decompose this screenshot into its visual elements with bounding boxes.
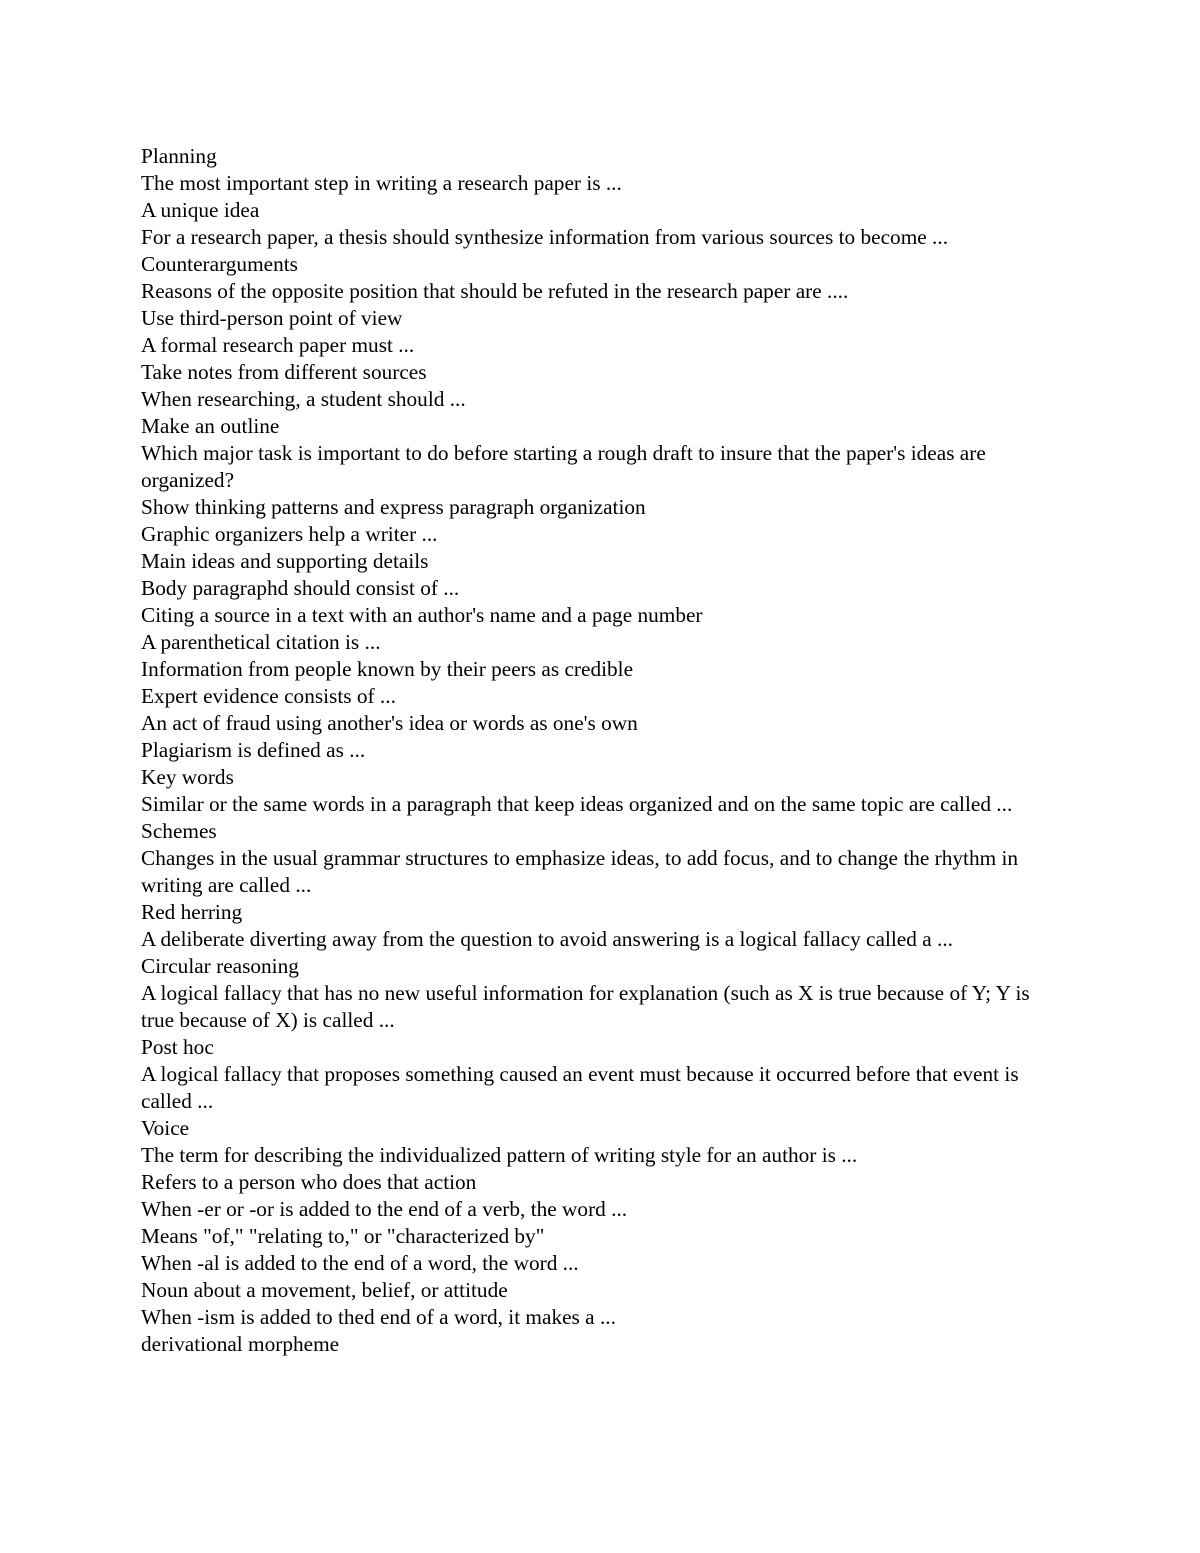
- definition-line: Graphic organizers help a writer ...: [141, 522, 438, 546]
- term-line: Refers to a person who does that action: [141, 1170, 477, 1194]
- term-line: Show thinking patterns and express paragraph organization: [141, 495, 646, 519]
- definition-line: Body paragraphd should consist of ...: [141, 576, 460, 600]
- term-line: Post hoc: [141, 1035, 214, 1059]
- definition-line: A logical fallacy that has no new useful information for explanation (such as X is true because of Y; Y is true because of X) is called ...: [141, 981, 1030, 1032]
- definition-line: For a research paper, a thesis should synthesize information from various sources to become ...: [141, 225, 949, 249]
- definition-line: Similar or the same words in a paragraph that keep ideas organized and on the same topic are called ...: [141, 792, 1013, 816]
- term-line: Counterarguments: [141, 252, 298, 276]
- term-line: A unique idea: [141, 198, 260, 222]
- term-line: Information from people known by their peers as credible: [141, 657, 634, 681]
- definition-line: The term for describing the individualized pattern of writing style for an author is ...: [141, 1143, 858, 1167]
- term-line: Schemes: [141, 819, 217, 843]
- term-line: Noun about a movement, belief, or attitude: [141, 1278, 508, 1302]
- definition-line: A parenthetical citation is ...: [141, 630, 381, 654]
- definition-line: When researching, a student should ...: [141, 387, 466, 411]
- term-line: derivational morpheme: [141, 1332, 340, 1356]
- definition-line: A deliberate diverting away from the question to avoid answering is a logical fallacy called a ...: [141, 927, 953, 951]
- definition-line: Plagiarism is defined as ...: [141, 738, 366, 762]
- term-line: Voice: [141, 1116, 190, 1140]
- definition-line: A formal research paper must ...: [141, 333, 415, 357]
- definition-line: Changes in the usual grammar structures to emphasize ideas, to add focus, and to change the rhythm in writing are called ...: [141, 846, 1019, 897]
- term-line: Planning: [141, 144, 217, 168]
- term-line: Circular reasoning: [141, 954, 299, 978]
- definition-line: When -er or -or is added to the end of a verb, the word ...: [141, 1197, 628, 1221]
- term-line: Make an outline: [141, 414, 280, 438]
- definition-line: A logical fallacy that proposes something caused an event must because it occurred before that event is called ...: [141, 1062, 1019, 1113]
- definition-line: Which major task is important to do before starting a rough draft to insure that the paper's ideas are organized?: [141, 441, 986, 492]
- term-line: Red herring: [141, 900, 243, 924]
- term-line: Main ideas and supporting details: [141, 549, 429, 573]
- definition-line: Reasons of the opposite position that should be refuted in the research paper are ....: [141, 279, 849, 303]
- term-line: Means "of," "relating to," or "characterized by": [141, 1224, 545, 1248]
- definition-line: When -al is added to the end of a word, the word ...: [141, 1251, 579, 1275]
- term-line: Key words: [141, 765, 234, 789]
- definition-line: When -ism is added to thed end of a word, it makes a ...: [141, 1305, 616, 1329]
- term-line: Take notes from different sources: [141, 360, 427, 384]
- definition-line: Expert evidence consists of ...: [141, 684, 396, 708]
- document-body: [141, 143, 1066, 1358]
- term-line: An act of fraud using another's idea or words as one's own: [141, 711, 638, 735]
- term-line: Citing a source in a text with an author's name and a page number: [141, 603, 703, 627]
- term-line: Use third-person point of view: [141, 306, 403, 330]
- definition-line: The most important step in writing a research paper is ...: [141, 171, 622, 195]
